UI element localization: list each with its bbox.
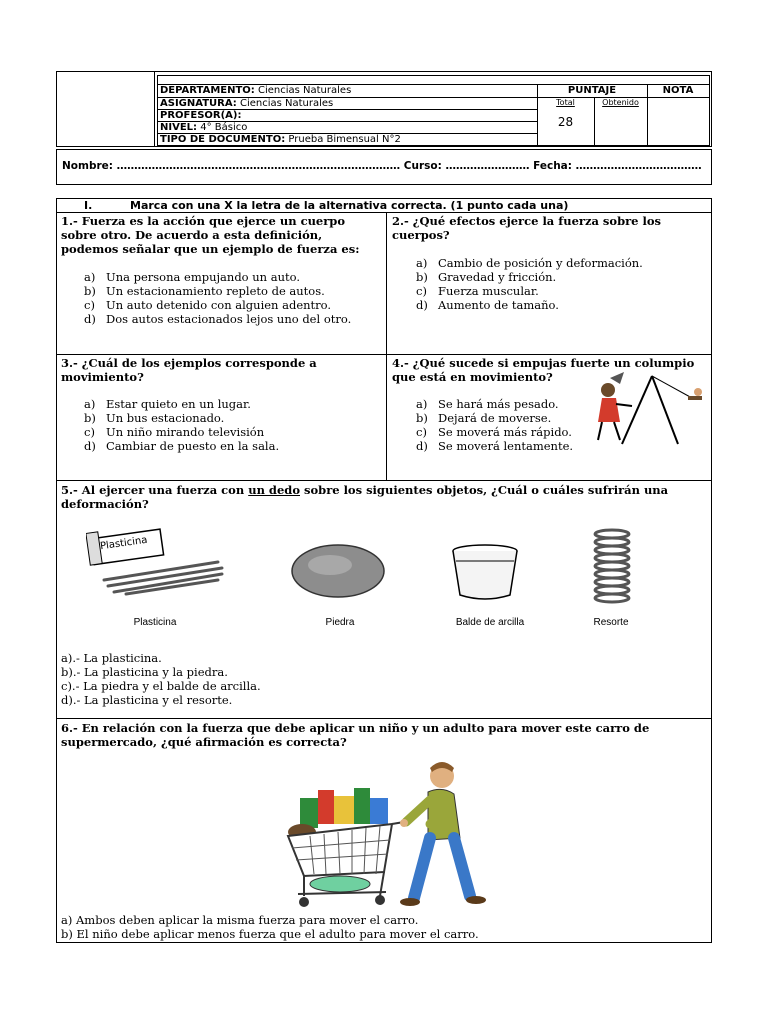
q3-text: 3.- ¿Cuál de los ejemplos corresponde a movimiento? bbox=[61, 356, 317, 384]
tipo-row bbox=[160, 134, 401, 146]
q4-option-b[interactable] bbox=[416, 411, 573, 425]
q6-option-b[interactable]: b) El niño debe aplicar menos fuerza que el adulto para mover el carro. bbox=[61, 927, 479, 941]
q3-d-letter: d) bbox=[84, 439, 96, 453]
q1-a-text: Una persona empujando un auto. bbox=[106, 270, 300, 284]
q4-a-text: Se hará más pesado. bbox=[438, 397, 559, 411]
q2-c-text: Fuerza muscular. bbox=[438, 284, 539, 298]
q5-text-after: sobre los siguientes objetos, ¿Cuál o cuáles sufrirán una deformación? bbox=[61, 483, 669, 511]
profesor-label: PROFESOR(A): bbox=[160, 110, 242, 121]
header-divider bbox=[157, 75, 158, 147]
nivel-row bbox=[160, 122, 247, 134]
q5-text bbox=[61, 483, 701, 511]
q2-b-letter: b) bbox=[416, 270, 428, 284]
q2-b-text: Gravedad y fricción. bbox=[438, 270, 557, 284]
asignatura-label: ASIGNATURA: bbox=[160, 98, 237, 109]
q3-d-text: Cambiar de puesto en la sala. bbox=[106, 439, 280, 453]
header-logo-divider bbox=[154, 71, 155, 147]
q1-option-c[interactable] bbox=[84, 298, 351, 312]
section-divider bbox=[56, 212, 712, 213]
tipo-value: Prueba Bimensual N°2 bbox=[288, 134, 401, 145]
q3-b-text: Un bus estacionado. bbox=[106, 411, 225, 425]
nota-label: NOTA bbox=[662, 85, 694, 96]
departamento-row bbox=[160, 85, 351, 97]
q2-option-a[interactable] bbox=[416, 256, 643, 270]
q5-option-a[interactable]: a).- La plasticina. bbox=[61, 651, 162, 665]
total-value: 28 bbox=[557, 115, 574, 129]
q2-text: 2.- ¿Qué efectos ejerce la fuerza sobre los cuerpos? bbox=[392, 214, 662, 242]
q4-b-letter: b) bbox=[416, 411, 428, 425]
q5-option-d[interactable]: d).- La plasticina y el resorte. bbox=[61, 693, 233, 707]
puntaje-label: PUNTAJE bbox=[567, 85, 617, 96]
q1-option-b[interactable] bbox=[84, 284, 351, 298]
row-divider-2 bbox=[56, 480, 712, 481]
q5-option-b[interactable]: b).- La plasticina y la piedra. bbox=[61, 665, 228, 679]
q2-d-letter: d) bbox=[416, 298, 428, 312]
clay-bucket-illustration bbox=[450, 543, 520, 601]
q3-a-text: Estar quieto en un lugar. bbox=[106, 397, 251, 411]
profesor-row bbox=[160, 110, 241, 122]
header-right-line bbox=[709, 75, 710, 147]
q5-options bbox=[61, 651, 261, 707]
student-info-line: Nombre: ……………………………………………………………………… Curso: …………………… Fecha: ……………………………… bbox=[62, 160, 702, 172]
q1-option-a[interactable] bbox=[84, 270, 351, 284]
q3-options bbox=[84, 397, 279, 453]
nivel-value: 4° Básico bbox=[200, 122, 248, 133]
q1-b-letter: b) bbox=[84, 284, 96, 298]
q4-c-letter: c) bbox=[416, 425, 427, 439]
q1-d-text: Dos autos estacionados lejos uno del otro. bbox=[106, 312, 352, 326]
header-top-line bbox=[157, 75, 709, 76]
q3-option-d[interactable] bbox=[84, 439, 279, 453]
obtenido-label: Obtenido bbox=[602, 98, 639, 107]
q2-d-text: Aumento de tamaño. bbox=[438, 298, 559, 312]
q4-a-letter: a) bbox=[416, 397, 428, 411]
q3-option-a[interactable] bbox=[84, 397, 279, 411]
section-title: Marca con una X la letra de la alternativa correcta. (1 punto cada una) bbox=[130, 199, 569, 212]
q1-text: 1.- Fuerza es la acción que ejerce un cuerpo sobre otro. De acuerdo a esta definición, podemos señalar que un ejemplo de fuerza es: bbox=[61, 214, 360, 256]
caption-balde: Balde de arcilla bbox=[455, 617, 525, 628]
departamento-value: Ciencias Naturales bbox=[257, 85, 352, 96]
shopping-cart-illustration bbox=[280, 758, 490, 910]
q1-c-text: Un auto detenido con alguien adentro. bbox=[106, 298, 332, 312]
q3-c-text: Un niño mirando televisión bbox=[106, 425, 265, 439]
q4-option-a[interactable] bbox=[416, 397, 573, 411]
q4-d-text: Se moverá lentamente. bbox=[438, 439, 574, 453]
q3-b-letter: b) bbox=[84, 411, 96, 425]
q3-c-letter: c) bbox=[84, 425, 95, 439]
q2-a-text: Cambio de posición y deformación. bbox=[438, 256, 643, 270]
plasticine-box-label: Plasticina bbox=[99, 534, 149, 553]
spring-illustration bbox=[592, 528, 632, 604]
caption-resorte: Resorte bbox=[593, 617, 629, 628]
q4-text: 4.- ¿Qué sucede si empujas fuerte un columpio que está en movimiento? bbox=[392, 356, 695, 384]
q5-text-underline: un dedo bbox=[248, 483, 300, 497]
caption-plasticina: Plasticina bbox=[133, 617, 177, 628]
q3-a-letter: a) bbox=[84, 397, 96, 411]
q2-option-c[interactable] bbox=[416, 284, 643, 298]
q3-option-b[interactable] bbox=[84, 411, 279, 425]
tipo-label: TIPO DE DOCUMENTO: bbox=[160, 134, 286, 145]
q5-option-c[interactable]: c).- La piedra y el balde de arcilla. bbox=[61, 679, 261, 693]
q4-d-letter: d) bbox=[416, 439, 428, 453]
q3-option-c[interactable] bbox=[84, 425, 279, 439]
asignatura-value: Ciencias Naturales bbox=[239, 98, 334, 109]
q6-options bbox=[61, 913, 479, 941]
plasticine-illustration bbox=[86, 526, 226, 596]
q4-c-text: Se moverá más rápido. bbox=[438, 425, 572, 439]
q2-options bbox=[416, 256, 643, 312]
column-divider bbox=[386, 212, 387, 480]
swing-illustration bbox=[580, 370, 710, 448]
q4-b-text: Dejará de moverse. bbox=[438, 411, 552, 425]
q1-c-letter: c) bbox=[84, 298, 95, 312]
stone-illustration bbox=[290, 543, 386, 599]
q6-text: 6.- En relación con la fuerza que debe aplicar un niño y un adulto para mover este carro de supermercado, ¿qué afirmación es correcta? bbox=[61, 721, 650, 749]
q2-a-letter: a) bbox=[416, 256, 428, 270]
q1-option-d[interactable] bbox=[84, 312, 351, 326]
q2-c-letter: c) bbox=[416, 284, 427, 298]
q1-options bbox=[84, 270, 351, 326]
q5-text-before: 5.- Al ejercer una fuerza con bbox=[61, 483, 249, 497]
q6-option-a[interactable]: a) Ambos deben aplicar la misma fuerza para mover el carro. bbox=[61, 913, 419, 927]
total-label: Total bbox=[556, 98, 575, 107]
section-number: I. bbox=[84, 199, 93, 212]
q4-option-d[interactable] bbox=[416, 439, 573, 453]
q2-option-b[interactable] bbox=[416, 270, 643, 284]
row-divider-3 bbox=[56, 718, 712, 719]
row-divider-1 bbox=[56, 354, 712, 355]
departamento-label: DEPARTAMENTO: bbox=[160, 85, 255, 96]
q2-option-d[interactable] bbox=[416, 298, 643, 312]
q1-b-text: Un estacionamiento repleto de autos. bbox=[106, 284, 325, 298]
nivel-label: NIVEL: bbox=[160, 122, 198, 133]
caption-piedra: Piedra bbox=[325, 617, 355, 628]
q4-option-c[interactable] bbox=[416, 425, 573, 439]
q1-a-letter: a) bbox=[84, 270, 96, 284]
asignatura-row bbox=[160, 98, 333, 110]
q1-d-letter: d) bbox=[84, 312, 96, 326]
q4-options bbox=[416, 397, 573, 453]
